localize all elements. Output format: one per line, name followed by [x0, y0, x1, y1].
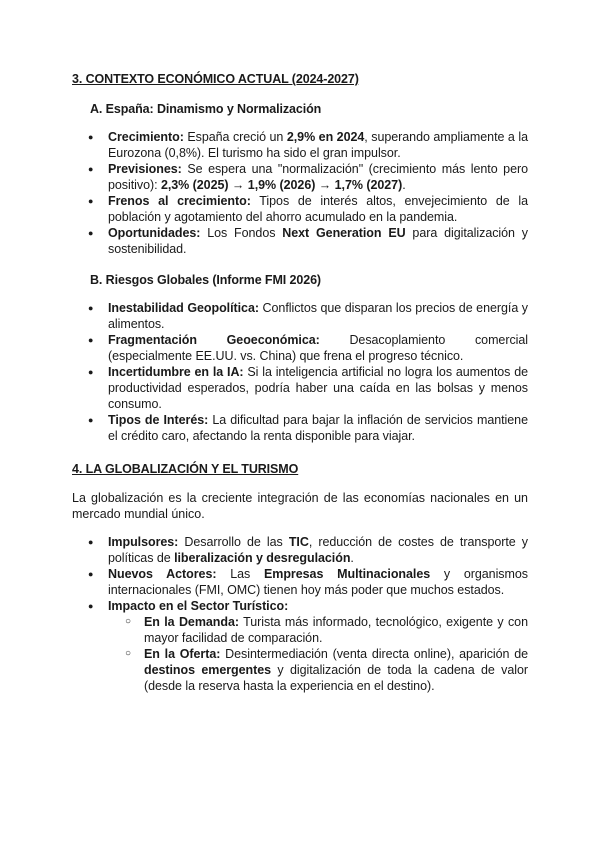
subsection-b-list	[108, 300, 528, 444]
list-item-oportunidades: ● Oportunidades: Los Fondos Next Generation EU para digitalización y sostenibilidad.	[108, 225, 528, 257]
section-4-list	[108, 534, 528, 694]
list-item-tipos-interes: ● Tipos de Interés: La dificultad para bajar la inflación de servicios mantiene el crédito caro, afectando la renta disponible para viajar.	[108, 412, 528, 444]
list-item-nuevos-actores: ● Nuevos Actores: Las Empresas Multinacionales y organismos internacionales (FMI, OMC) tienen hoy más poder que muchos estados.	[108, 566, 528, 598]
list-item-frenos: ● Frenos al crecimiento: Tipos de interés altos, envejecimiento de la población y agotamiento del ahorro acumulado en la pandemia.	[108, 193, 528, 225]
list-item-crecimiento: ● Crecimiento: España creció un 2,9% en 2024, superando ampliamente a la Eurozona (0,8%). El turismo ha sido el gran impulsor.	[108, 129, 528, 161]
list-item-impacto: ● Impacto en el Sector Turístico: ○ En la Demanda: Turista más informado, tecnológico, exigente y con mayor facilidad de comparación. ○ En la Oferta: Desintermediación (venta directa online), aparición de destinos emergentes y digitalización de toda la cadena de valor (desde la reserva hasta la experiencia en el destino).	[108, 598, 528, 694]
section-4-title: 4. LA GLOBALIZACIÓN Y EL TURISMO	[72, 462, 299, 476]
list-item-impulsores: ● Impulsores: Desarrollo de las TIC, reducción de costes de transporte y políticas de liberalización y desregulación.	[108, 534, 528, 566]
impact-sublist	[144, 614, 528, 694]
list-item-previsiones: ● Previsiones: Se espera una "normalización" (crecimiento más lento pero positivo): 2,3% (2025) → 1,9% (2026) → 1,7% (2027).	[108, 161, 528, 193]
sublist-item-oferta: ○ En la Oferta: Desintermediación (venta directa online), aparición de destinos emergentes y digitalización de toda la cadena de valor (desde la reserva hasta la experiencia en el destino).	[144, 646, 528, 694]
subsection-a-list	[108, 129, 528, 257]
subsection-b-title: B. Riesgos Globales (Informe FMI 2026)	[90, 273, 321, 287]
section-3-title: 3. CONTEXTO ECONÓMICO ACTUAL (2024-2027)	[72, 72, 359, 86]
subsection-a-title: A. España: Dinamismo y Normalización	[90, 102, 322, 116]
list-item-ia: ● Incertidumbre en la IA: Si la inteligencia artificial no logra los aumentos de productividad esperados, podría haber una caída en las bolsas y menos consumo.	[108, 364, 528, 412]
sublist-item-demanda: ○ En la Demanda: Turista más informado, tecnológico, exigente y con mayor facilidad de comparación.	[144, 614, 528, 646]
list-item-fragmentacion: ● Fragmentación Geoeconómica: Desacoplamiento comercial (especialmente EE.UU. vs. China) que frena el progreso técnico.	[108, 332, 528, 364]
list-item-geopolitica: ● Inestabilidad Geopolítica: Conflictos que disparan los precios de energía y alimentos.	[108, 300, 528, 332]
section-4-intro: La globalización es la creciente integración de las economías nacionales en un mercado mundial único.	[72, 491, 528, 521]
